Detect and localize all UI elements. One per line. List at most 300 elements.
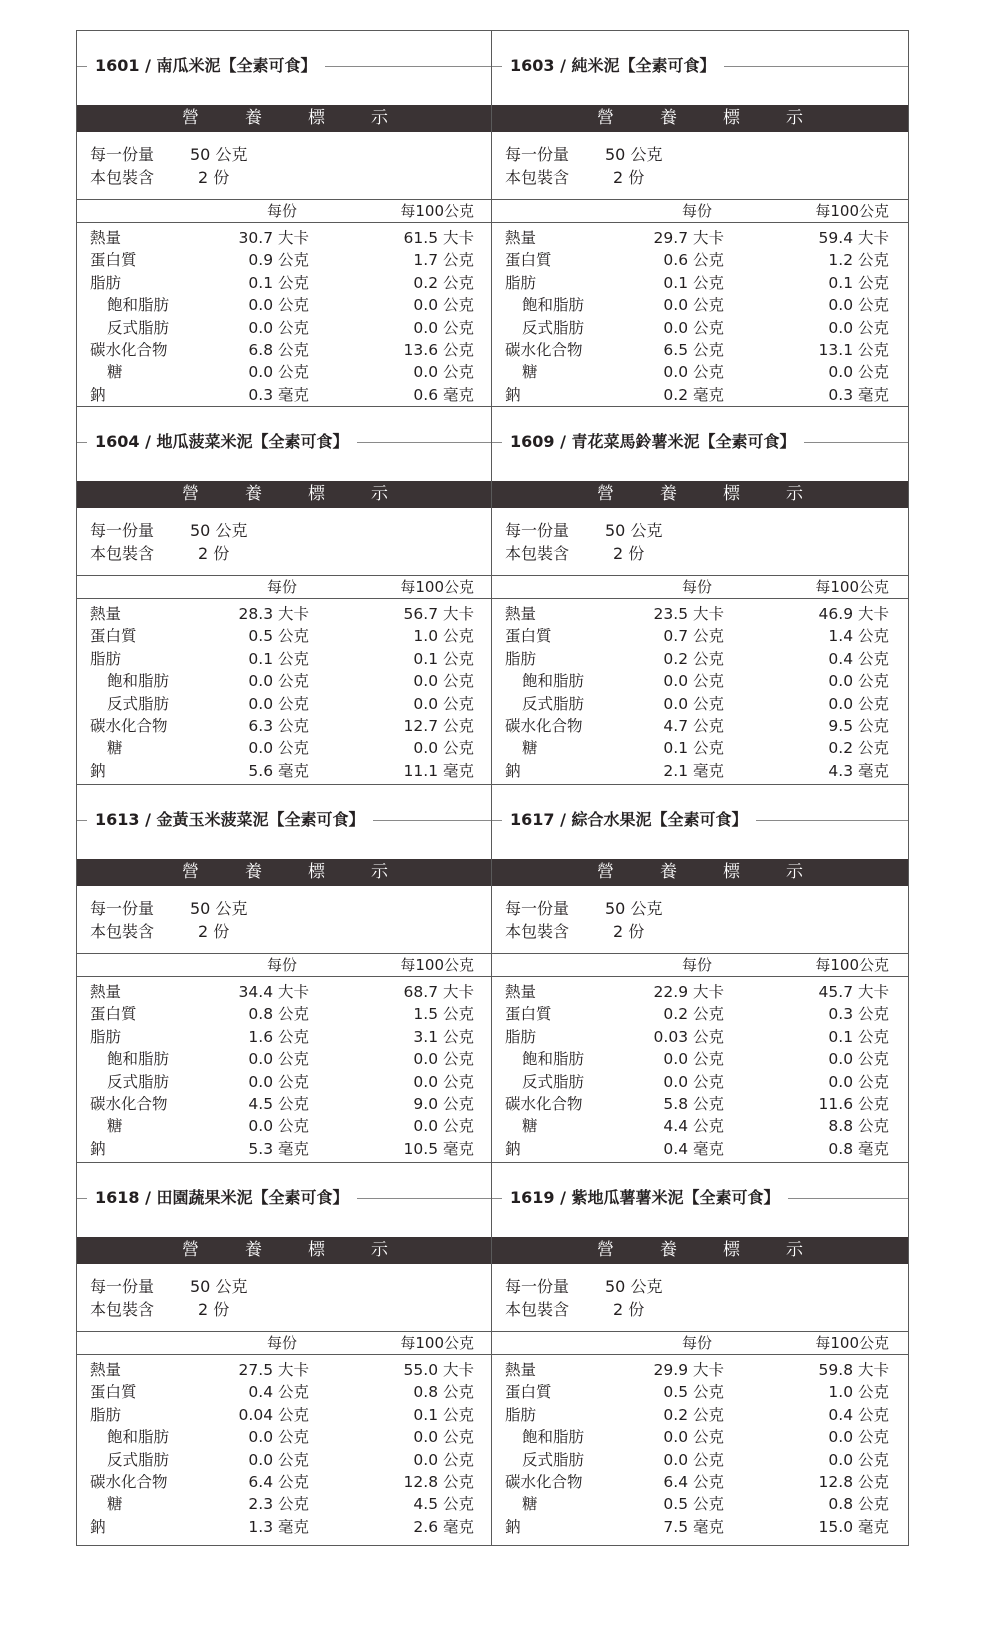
- per-serving-value: 4.7 公克: [663, 716, 724, 735]
- per-100g-value: 11.1 毫克: [403, 761, 474, 780]
- per-100g-value: 10.5 毫克: [403, 1139, 474, 1158]
- nutrient-row: [492, 670, 908, 692]
- serving-size-label: 每一份量: [90, 145, 155, 164]
- nutrient-label: 脂肪: [90, 1405, 122, 1424]
- nutrient-label: 碳水化合物: [505, 716, 583, 735]
- panel-header: [492, 807, 908, 833]
- per-100g-value: 4.3 毫克: [828, 761, 889, 780]
- per-serving-header: 每份: [682, 202, 713, 220]
- serving-size-value: 50 公克: [605, 1277, 663, 1296]
- nutrient-row: [77, 1026, 493, 1048]
- panel-header: [77, 807, 493, 833]
- nutrition-panel: [76, 30, 494, 414]
- per-serving-value: 2.3 公克: [248, 1495, 309, 1514]
- per-100g-value: 0.0 公克: [828, 318, 889, 337]
- banner-char: 養: [660, 108, 677, 128]
- per-serving-header: 每份: [682, 578, 713, 596]
- nutrient-row: [77, 1449, 493, 1471]
- per-serving-header: 每份: [267, 202, 298, 220]
- per-100g-value: 46.9 大卡: [818, 605, 889, 623]
- per-serving-value: 0.5 公克: [248, 627, 309, 646]
- nutrient-row: [77, 1404, 493, 1426]
- per-100g-value: 0.0 公克: [413, 318, 474, 337]
- per-serving-value: 0.1 公克: [248, 649, 309, 668]
- nutrient-row: [77, 670, 493, 692]
- banner-char: 養: [245, 108, 262, 128]
- per-serving-value: 0.2 毫克: [663, 385, 724, 404]
- nutrient-row: [77, 1138, 493, 1160]
- nutrient-label: 鈉: [90, 1139, 106, 1158]
- nutrient-row: [77, 1381, 493, 1403]
- banner-char: 養: [245, 862, 262, 882]
- banner-char: 營: [182, 484, 199, 504]
- product-title: 1618 / 田園蔬果米泥【全素可食】: [87, 1185, 357, 1211]
- nutrient-row: [77, 693, 493, 715]
- nutrient-label: 飽和脂肪: [107, 296, 170, 315]
- nutrient-row: [77, 227, 493, 249]
- column-header-row: [77, 199, 493, 223]
- nutrient-label: 鈉: [505, 1517, 521, 1536]
- per-serving-value: 0.1 公克: [663, 739, 724, 758]
- nutrient-label: 碳水化合物: [90, 716, 168, 735]
- per-100g-value: 8.8 公克: [828, 1117, 889, 1136]
- per-serving-value: 0.0 公克: [663, 1450, 724, 1469]
- per-serving-value: 0.2 公克: [663, 649, 724, 668]
- nutrient-row: [492, 1426, 908, 1448]
- per-serving-value: 0.0 公克: [663, 363, 724, 382]
- per-serving-value: 7.5 毫克: [663, 1517, 724, 1536]
- per-serving-value: 0.0 公克: [663, 1428, 724, 1447]
- nutrient-label: 熱量: [90, 229, 122, 247]
- nutrient-table: [77, 603, 493, 782]
- nutrient-row: [77, 1048, 493, 1070]
- nutrient-row: [77, 339, 493, 361]
- per-serving-header: 每份: [682, 1334, 713, 1352]
- per-100g-value: 0.0 公克: [828, 694, 889, 713]
- nutrient-label: 飽和脂肪: [522, 1428, 585, 1447]
- nutrient-row: [77, 981, 493, 1003]
- per-100g-value: 1.0 公克: [828, 1383, 889, 1402]
- nutrient-label: 蛋白質: [90, 251, 137, 270]
- per-serving-value: 0.4 公克: [248, 1383, 309, 1402]
- nutrient-row: [77, 384, 493, 406]
- per-100g-value: 13.1 公克: [818, 340, 889, 359]
- per-serving-value: 29.7 大卡: [653, 229, 724, 247]
- per-100g-value: 0.8 公克: [828, 1495, 889, 1514]
- servings-per-pack-value: 2 份: [198, 1300, 230, 1319]
- per-100g-header: 每100公克: [815, 956, 889, 974]
- per-100g-value: 0.1 公克: [828, 1027, 889, 1046]
- nutrient-row: [77, 1071, 493, 1093]
- per-100g-value: 0.0 公克: [413, 1117, 474, 1136]
- nutrient-label: 鈉: [505, 761, 521, 780]
- servings-per-pack-value: 2 份: [613, 168, 645, 187]
- per-100g-value: 0.0 公克: [828, 363, 889, 382]
- column-header-row: [77, 953, 493, 977]
- nutrient-label: 糖: [522, 363, 538, 382]
- banner-char: 示: [371, 1240, 388, 1260]
- per-serving-value: 0.2 公克: [663, 1405, 724, 1424]
- per-100g-value: 0.2 公克: [828, 739, 889, 758]
- nutrient-row: [77, 1093, 493, 1115]
- nutrient-label: 糖: [522, 1117, 538, 1136]
- per-serving-value: 6.3 公克: [248, 716, 309, 735]
- nutrient-row: [492, 737, 908, 759]
- banner-char: 營: [182, 862, 199, 882]
- banner-char: 示: [371, 484, 388, 504]
- servings-per-pack-value: 2 份: [198, 544, 230, 563]
- nutrient-row: [492, 1138, 908, 1160]
- per-100g-value: 0.0 公克: [828, 1072, 889, 1091]
- nutrient-row: [492, 760, 908, 782]
- nutrient-row: [492, 1493, 908, 1515]
- nutrient-row: [492, 1048, 908, 1070]
- servings-per-pack-value: 2 份: [613, 544, 645, 563]
- per-100g-value: 0.0 公克: [828, 1450, 889, 1469]
- banner-char: 養: [660, 862, 677, 882]
- nutrient-row: [492, 1071, 908, 1093]
- per-100g-header: 每100公克: [400, 202, 474, 220]
- nutrient-row: [492, 715, 908, 737]
- per-100g-header: 每100公克: [815, 578, 889, 596]
- per-serving-value: 6.4 公克: [663, 1472, 724, 1491]
- nutrient-label: 反式脂肪: [522, 694, 585, 713]
- serving-info: [505, 897, 765, 943]
- nutrient-row: [492, 272, 908, 294]
- nutrient-label: 熱量: [90, 605, 122, 623]
- nutrition-facts-banner: [77, 859, 493, 886]
- per-serving-value: 0.0 公克: [248, 694, 309, 713]
- banner-char: 營: [597, 862, 614, 882]
- serving-size-label: 每一份量: [505, 899, 570, 918]
- per-serving-value: 0.0 公克: [663, 672, 724, 691]
- per-100g-value: 0.8 公克: [413, 1383, 474, 1402]
- nutrient-row: [77, 272, 493, 294]
- nutrient-row: [492, 981, 908, 1003]
- per-100g-value: 0.0 公克: [413, 694, 474, 713]
- nutrient-row: [492, 1003, 908, 1025]
- nutrient-label: 碳水化合物: [505, 340, 583, 359]
- per-serving-value: 5.6 毫克: [248, 761, 309, 780]
- per-100g-value: 4.5 公克: [413, 1495, 474, 1514]
- serving-info: [505, 143, 765, 189]
- per-100g-value: 9.0 公克: [413, 1094, 474, 1113]
- product-title: 1619 / 紫地瓜薯薯米泥【全素可食】: [502, 1185, 788, 1211]
- per-100g-value: 13.6 公克: [403, 340, 474, 359]
- per-serving-value: 34.4 大卡: [238, 983, 309, 1001]
- per-100g-value: 0.0 公克: [828, 672, 889, 691]
- banner-char: 營: [182, 1240, 199, 1260]
- banner-char: 營: [597, 1240, 614, 1260]
- per-100g-value: 1.0 公克: [413, 627, 474, 646]
- per-100g-value: 2.6 毫克: [413, 1517, 474, 1536]
- nutrient-label: 蛋白質: [505, 251, 552, 270]
- nutrient-row: [77, 737, 493, 759]
- per-serving-value: 0.0 公克: [663, 694, 724, 713]
- nutrient-row: [77, 1516, 493, 1538]
- per-100g-value: 0.0 公克: [413, 672, 474, 691]
- nutrient-label: 鈉: [90, 385, 106, 404]
- per-100g-value: 0.0 公克: [413, 1072, 474, 1091]
- nutrition-facts-banner: [77, 1237, 493, 1264]
- nutrition-panel: [491, 784, 909, 1168]
- nutrient-label: 蛋白質: [505, 1005, 552, 1024]
- per-100g-value: 11.6 公克: [818, 1094, 889, 1113]
- per-100g-value: 0.0 公克: [828, 296, 889, 315]
- nutrition-facts-banner: [77, 481, 493, 508]
- per-100g-value: 0.0 公克: [828, 1428, 889, 1447]
- servings-per-pack-label: 本包裝含: [505, 544, 570, 563]
- per-serving-value: 29.9 大卡: [653, 1361, 724, 1379]
- nutrient-table: [492, 603, 908, 782]
- nutrient-row: [492, 1093, 908, 1115]
- per-100g-value: 59.8 大卡: [818, 1361, 889, 1379]
- per-serving-header: 每份: [267, 956, 298, 974]
- per-serving-value: 0.0 公克: [248, 1050, 309, 1069]
- nutrient-label: 反式脂肪: [107, 1072, 170, 1091]
- nutrient-row: [492, 317, 908, 339]
- serving-info: [505, 1275, 765, 1321]
- nutrient-row: [492, 361, 908, 383]
- nutrient-row: [77, 648, 493, 670]
- product-title: 1609 / 青花菜馬鈴薯米泥【全素可食】: [502, 429, 804, 455]
- nutrient-label: 蛋白質: [90, 1005, 137, 1024]
- nutrient-row: [492, 227, 908, 249]
- per-100g-value: 0.0 公克: [413, 1450, 474, 1469]
- serving-size-label: 每一份量: [505, 521, 570, 540]
- per-serving-value: 0.3 毫克: [248, 385, 309, 404]
- nutrient-row: [77, 1426, 493, 1448]
- per-100g-value: 0.8 毫克: [828, 1139, 889, 1158]
- nutrient-label: 熱量: [505, 1361, 537, 1379]
- per-serving-value: 5.3 毫克: [248, 1139, 309, 1158]
- per-100g-value: 1.5 公克: [413, 1005, 474, 1024]
- per-100g-value: 3.1 公克: [413, 1027, 474, 1046]
- column-header-row: [492, 953, 908, 977]
- nutrient-row: [77, 294, 493, 316]
- per-serving-value: 28.3 大卡: [238, 605, 309, 623]
- banner-char: 示: [786, 484, 803, 504]
- nutrition-panel: [76, 784, 494, 1168]
- per-100g-value: 0.0 公克: [828, 1050, 889, 1069]
- per-serving-value: 0.7 公克: [663, 627, 724, 646]
- nutrient-label: 鈉: [505, 385, 521, 404]
- nutrient-label: 飽和脂肪: [522, 1050, 585, 1069]
- per-serving-value: 2.1 毫克: [663, 761, 724, 780]
- panel-header: [492, 429, 908, 455]
- servings-per-pack-label: 本包裝含: [505, 1300, 570, 1319]
- per-serving-value: 0.5 公克: [663, 1383, 724, 1402]
- serving-size-label: 每一份量: [90, 899, 155, 918]
- per-100g-header: 每100公克: [815, 1334, 889, 1352]
- servings-per-pack-value: 2 份: [198, 922, 230, 941]
- per-100g-value: 0.4 公克: [828, 1405, 889, 1424]
- banner-char: 標: [308, 1240, 325, 1260]
- banner-char: 標: [723, 1240, 740, 1260]
- column-header-row: [77, 1331, 493, 1355]
- per-serving-header: 每份: [267, 578, 298, 596]
- nutrient-label: 飽和脂肪: [107, 672, 170, 691]
- nutrient-label: 反式脂肪: [107, 1450, 170, 1469]
- servings-per-pack-label: 本包裝含: [90, 922, 155, 941]
- column-header-row: [492, 1331, 908, 1355]
- per-serving-value: 0.0 公克: [248, 739, 309, 758]
- banner-char: 養: [245, 1240, 262, 1260]
- panel-header: [77, 429, 493, 455]
- per-serving-value: 23.5 大卡: [653, 605, 724, 623]
- per-100g-value: 0.0 公克: [413, 1050, 474, 1069]
- per-100g-value: 0.0 公克: [413, 363, 474, 382]
- per-serving-value: 6.8 公克: [248, 340, 309, 359]
- nutrient-table: [492, 227, 908, 406]
- servings-per-pack-value: 2 份: [613, 1300, 645, 1319]
- per-100g-header: 每100公克: [400, 578, 474, 596]
- nutrient-row: [492, 294, 908, 316]
- nutrient-label: 碳水化合物: [505, 1094, 583, 1113]
- banner-char: 營: [597, 484, 614, 504]
- nutrient-row: [492, 384, 908, 406]
- serving-size-value: 50 公克: [190, 521, 248, 540]
- nutrient-row: [492, 249, 908, 271]
- per-serving-value: 0.0 公克: [248, 1117, 309, 1136]
- serving-size-label: 每一份量: [90, 1277, 155, 1296]
- banner-char: 標: [308, 108, 325, 128]
- product-title: 1603 / 純米泥【全素可食】: [502, 53, 724, 79]
- per-100g-value: 0.1 公克: [828, 273, 889, 292]
- per-100g-value: 15.0 毫克: [818, 1517, 889, 1536]
- banner-char: 示: [786, 862, 803, 882]
- per-serving-value: 1.3 毫克: [248, 1517, 309, 1536]
- per-serving-value: 0.0 公克: [248, 363, 309, 382]
- per-100g-value: 0.0 公克: [413, 739, 474, 758]
- nutrient-table: [492, 1359, 908, 1538]
- serving-size-label: 每一份量: [505, 1277, 570, 1296]
- per-serving-value: 30.7 大卡: [238, 229, 309, 247]
- nutrient-label: 脂肪: [90, 1027, 122, 1046]
- per-serving-header: 每份: [682, 956, 713, 974]
- per-serving-value: 0.0 公克: [248, 672, 309, 691]
- banner-char: 示: [786, 1240, 803, 1260]
- per-serving-value: 0.0 公克: [248, 318, 309, 337]
- per-serving-value: 5.8 公克: [663, 1094, 724, 1113]
- per-serving-value: 22.9 大卡: [653, 983, 724, 1001]
- nutrient-row: [492, 339, 908, 361]
- serving-size-value: 50 公克: [190, 1277, 248, 1296]
- panel-header: [492, 1185, 908, 1211]
- nutrient-label: 飽和脂肪: [107, 1428, 170, 1447]
- banner-char: 示: [371, 862, 388, 882]
- servings-per-pack-label: 本包裝含: [505, 922, 570, 941]
- nutrient-label: 反式脂肪: [107, 694, 170, 713]
- per-100g-value: 55.0 大卡: [403, 1361, 474, 1379]
- product-title: 1601 / 南瓜米泥【全素可食】: [87, 53, 325, 79]
- nutrient-label: 鈉: [505, 1139, 521, 1158]
- per-serving-value: 0.0 公克: [663, 1072, 724, 1091]
- per-100g-value: 1.2 公克: [828, 251, 889, 270]
- nutrient-label: 脂肪: [90, 649, 122, 668]
- per-100g-value: 56.7 大卡: [403, 605, 474, 623]
- nutrient-table: [77, 981, 493, 1160]
- nutrient-label: 飽和脂肪: [522, 672, 585, 691]
- per-100g-value: 0.2 公克: [413, 273, 474, 292]
- per-100g-value: 68.7 大卡: [403, 983, 474, 1001]
- per-100g-value: 0.1 公克: [413, 649, 474, 668]
- nutrient-row: [77, 625, 493, 647]
- nutrient-label: 糖: [107, 1495, 123, 1514]
- nutrient-label: 碳水化合物: [90, 340, 168, 359]
- per-serving-value: 0.8 公克: [248, 1005, 309, 1024]
- column-header-row: [492, 199, 908, 223]
- nutrient-table: [77, 1359, 493, 1538]
- nutrient-row: [492, 1404, 908, 1426]
- nutrient-row: [492, 1449, 908, 1471]
- nutrient-row: [77, 361, 493, 383]
- per-100g-header: 每100公克: [400, 956, 474, 974]
- nutrition-facts-banner: [492, 1237, 908, 1264]
- banner-char: 營: [597, 108, 614, 128]
- nutrient-row: [492, 1471, 908, 1493]
- per-serving-value: 0.6 公克: [663, 251, 724, 270]
- per-serving-value: 0.0 公克: [663, 1050, 724, 1069]
- nutrient-label: 反式脂肪: [522, 1072, 585, 1091]
- per-100g-header: 每100公克: [815, 202, 889, 220]
- banner-char: 養: [245, 484, 262, 504]
- per-100g-value: 0.3 毫克: [828, 385, 889, 404]
- nutrient-label: 熱量: [505, 229, 537, 247]
- per-serving-value: 0.2 公克: [663, 1005, 724, 1024]
- serving-size-label: 每一份量: [90, 521, 155, 540]
- per-100g-value: 61.5 大卡: [403, 229, 474, 247]
- serving-size-value: 50 公克: [605, 521, 663, 540]
- nutrient-label: 蛋白質: [90, 627, 137, 646]
- nutrient-label: 脂肪: [505, 273, 537, 292]
- nutrient-row: [492, 1381, 908, 1403]
- per-100g-value: 9.5 公克: [828, 716, 889, 735]
- per-100g-value: 0.6 毫克: [413, 385, 474, 404]
- nutrient-row: [492, 693, 908, 715]
- nutrient-label: 脂肪: [505, 1405, 537, 1424]
- nutrition-facts-banner: [492, 859, 908, 886]
- per-serving-value: 0.0 公克: [663, 296, 724, 315]
- panel-header: [492, 53, 908, 79]
- serving-size-value: 50 公克: [190, 145, 248, 164]
- per-100g-value: 1.7 公克: [413, 251, 474, 270]
- per-serving-value: 27.5 大卡: [238, 1361, 309, 1379]
- nutrient-table: [77, 227, 493, 406]
- per-100g-value: 1.4 公克: [828, 627, 889, 646]
- nutrition-panel: [76, 1162, 494, 1546]
- nutrient-label: 蛋白質: [505, 1383, 552, 1402]
- banner-char: 標: [723, 108, 740, 128]
- servings-per-pack-value: 2 份: [198, 168, 230, 187]
- nutrient-row: [77, 760, 493, 782]
- banner-char: 養: [660, 1240, 677, 1260]
- nutrient-label: 碳水化合物: [90, 1472, 168, 1491]
- nutrient-label: 糖: [107, 1117, 123, 1136]
- nutrient-label: 糖: [107, 363, 123, 382]
- per-100g-value: 0.0 公克: [413, 296, 474, 315]
- per-serving-value: 4.4 公克: [663, 1117, 724, 1136]
- nutrient-row: [492, 1516, 908, 1538]
- nutrition-panel: [491, 1162, 909, 1546]
- servings-per-pack-label: 本包裝含: [90, 168, 155, 187]
- nutrient-row: [492, 1115, 908, 1137]
- nutrient-row: [492, 1026, 908, 1048]
- nutrition-panel: [76, 406, 494, 790]
- per-serving-value: 0.03 公克: [653, 1027, 724, 1046]
- nutrient-label: 反式脂肪: [107, 318, 170, 337]
- banner-char: 標: [308, 862, 325, 882]
